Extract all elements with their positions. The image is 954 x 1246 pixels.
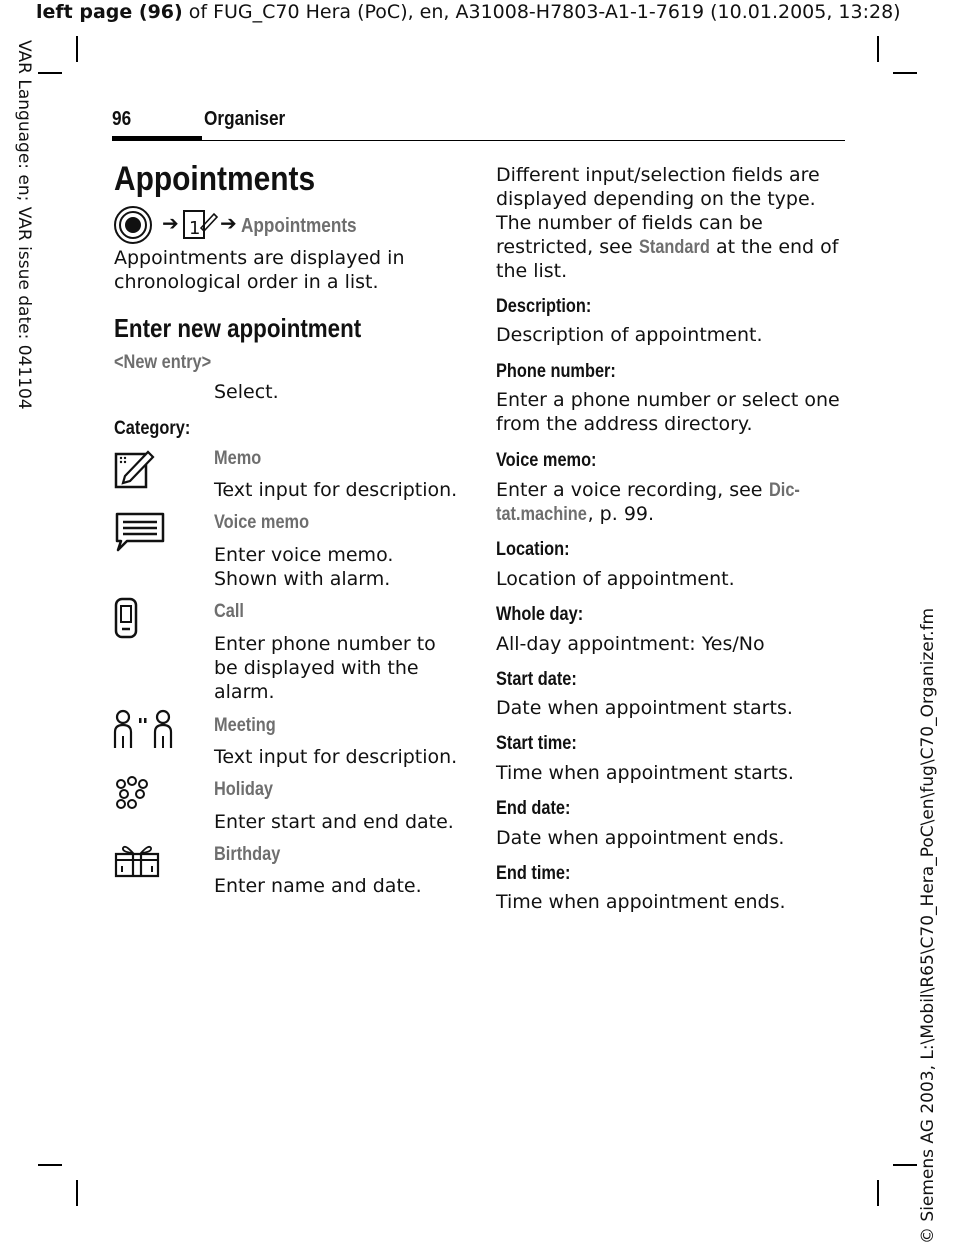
voice-memo-icon [113,511,167,553]
field-label: Phone number: [496,361,616,382]
crop-mark [877,1180,879,1206]
crop-mark [893,72,917,74]
new-entry-label: <New entry> [114,352,212,373]
page-title: Appointments [114,160,316,198]
call-icon [113,597,139,641]
running-head-title: Organiser [204,108,286,130]
category-description: Shown with alarm. [214,568,391,590]
side-text-left: VAR Language: en; VAR issue date: 041104 [14,40,34,410]
right-intro-line: The number of fields can be [496,212,763,234]
standard-link[interactable]: Standard [638,237,710,258]
category-name: Voice memo [214,512,310,533]
right-intro-text: restricted, see [496,236,639,258]
organiser-icon [182,208,218,240]
category-description: Text input for description. [214,479,458,501]
category-name: Call [214,601,244,622]
print-header-page: left page (96) [36,1,183,23]
category-description: Enter voice memo. [214,544,394,566]
field-description: Description of appointment. [496,324,763,346]
field-description [496,478,804,503]
category-name: Holiday [214,779,274,800]
nav-arrow-icon: ➔ [220,211,237,235]
field-label: End time: [496,863,571,884]
field-description: Time when appointment starts. [496,762,794,784]
crop-mark [38,72,62,74]
crop-mark [877,36,879,62]
field-label: Start time: [496,733,577,754]
field-label: End date: [496,798,571,819]
field-description: from the address directory. [496,413,753,435]
field-description: Date when appointment starts. [496,697,793,719]
side-text-right: © Siemens AG 2003, L:\Mobil\R65\C70_Hera_PoC\en\fug\C70_Organizer.fm [918,607,938,1244]
category-description: be displayed with the [214,657,419,679]
field-description [496,502,654,527]
right-intro-line: displayed depending on the type. [496,188,816,210]
crop-mark [76,36,78,62]
field-text: , p. 99. [587,503,655,525]
holiday-icon [113,776,151,810]
right-intro-line [496,235,838,260]
field-description: All-day appointment: Yes/No [496,633,765,655]
category-name: Birthday [214,844,281,865]
print-header [36,1,901,23]
field-description: Location of appointment. [496,568,735,590]
navigation-key-icon [113,205,153,245]
intro-line: chronological order in a list. [114,271,379,293]
print-header-info: of FUG_C70 Hera (PoC), en, A31008-H7803-A1-1-7619 (10.01.2005, 13:28) [182,1,901,23]
field-label: Whole day: [496,604,584,625]
field-label: Start date: [496,669,577,690]
category-label: Category: [114,418,191,439]
field-text: Enter a voice recording, see [496,479,769,501]
meeting-icon [113,708,175,750]
dictating-machine-link[interactable]: tat.machine [496,504,587,525]
crop-mark [893,1164,917,1166]
category-description: Enter start and end date. [214,811,454,833]
crop-mark [76,1180,78,1206]
field-label: Location: [496,539,570,560]
field-description: Enter a phone number or select one [496,389,840,411]
section-heading: Enter new appointment [114,313,362,343]
memo-icon [113,448,155,490]
crop-mark [38,1164,62,1166]
field-description: Time when appointment ends. [496,891,786,913]
category-name: Memo [214,448,262,469]
category-name: Meeting [214,715,276,736]
field-label: Voice memo: [496,450,597,471]
dictating-machine-link[interactable]: Dic- [768,480,800,501]
category-description: Text input for description. [214,746,458,768]
intro-line: Appointments are displayed in [114,247,405,269]
category-description: alarm. [214,681,275,703]
running-head-rule [112,140,845,141]
right-intro-line: the list. [496,260,568,282]
svg-text:1: 1 [189,218,201,239]
birthday-icon [113,842,161,878]
right-intro-text: at the end of [709,236,839,258]
nav-arrow-icon: ➔ [162,211,179,235]
field-label: Description: [496,296,592,317]
field-description: Date when appointment ends. [496,827,785,849]
new-entry-text: Select. [214,381,279,403]
nav-target: Appointments [241,215,357,237]
category-description: Enter phone number to [214,633,436,655]
right-intro-line: Different input/selection fields are [496,164,820,186]
page-number: 96 [112,108,132,130]
category-description: Enter name and date. [214,875,422,897]
